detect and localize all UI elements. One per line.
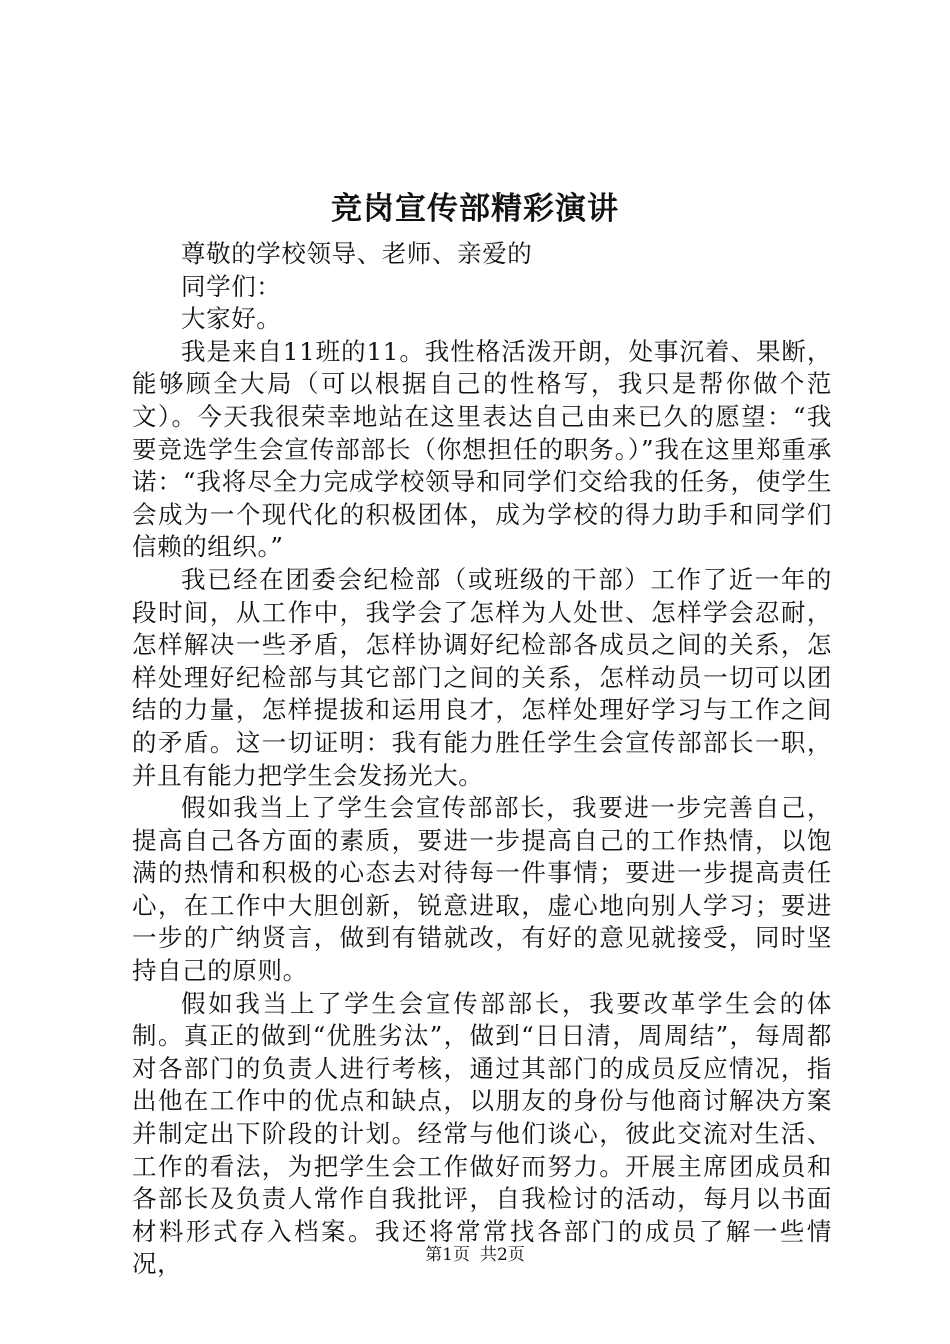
document-body xyxy=(132,238,832,1281)
paragraph-greeting: 大家好。 xyxy=(181,304,282,334)
document-title: 竞岗宣传部精彩演讲 xyxy=(331,191,619,227)
paragraph-self-improvement: 假如我当上了学生会宣传部部长，我要进一步完善自己，提高自己各方面的素质，要进一步提高自己的工作热情，以饱满的热情和积极的心态去对待每一件事情；要进一步提高责任心，在工作中大胆创新，锐意进取，虚心地向别人学习；要进一步的广纳贤言，做到有错就改，有好的意见就接受，同时坚持自己的原则。 xyxy=(132,793,832,986)
paragraph-experience: 我已经在团委会纪检部（或班级的干部）工作了近一年的段时间，从工作中，我学会了怎样为人处世、怎样学会忍耐，怎样解决一些矛盾，怎样协调好纪检部各成员之间的关系，怎样处理好纪检部与其它部门之间的关系，怎样动员一切可以团结的力量，怎样提拔和运用良才，怎样处理好学习与工作之间的矛盾。这一切证明：我有能力胜任学生会宣传部部长一职，并且有能力把学生会发扬光大。 xyxy=(132,564,832,790)
paragraph-reform: 假如我当上了学生会宣传部部长，我要改革学生会的体制。真正的做到“优胜劣汰”，做到“日日清，周周结”，每周都对各部门的负责人进行考核，通过其部门的成员反应情况，指出他在工作中的优点和缺点，以朋友的身份与他商讨解决方案并制定出下阶段的计划。经常与他们谈心，彼此交流对生活、工作的看法，为把学生会工作做好而努力。开展主席团成员和各部长及负责人常作自我批评，自我检讨的活动，每月以书面材料形式存入档案。我还将常常找各部门的成员了解一些情况， xyxy=(132,988,832,1279)
page-number-current: 第1页 xyxy=(425,1245,470,1265)
paragraph-salutation-cont: 同学们： xyxy=(181,271,282,301)
page-footer xyxy=(0,1243,950,1267)
page-number-total: 共2页 xyxy=(480,1245,525,1265)
paragraph-salutation: 尊敬的学校领导、老师、亲爱的 xyxy=(181,239,533,268)
paragraph-introduction: 我是来自11班的11。我性格活泼开朗，处事沉着、果断，能够顾全大局（可以根据自己的性格写，我只是帮你做个范文）。今天我很荣幸地站在这里表达自己由来已久的愿望：“我要竞选学生会宣传部部长（你想担任的职务。）”我在这里郑重承诺：“我将尽全力完成学校领导和同学们交给我的任务，使学生会成为一个现代化的积极团体，成为学校的得力助手和同学们信赖的组织。” xyxy=(132,336,832,562)
